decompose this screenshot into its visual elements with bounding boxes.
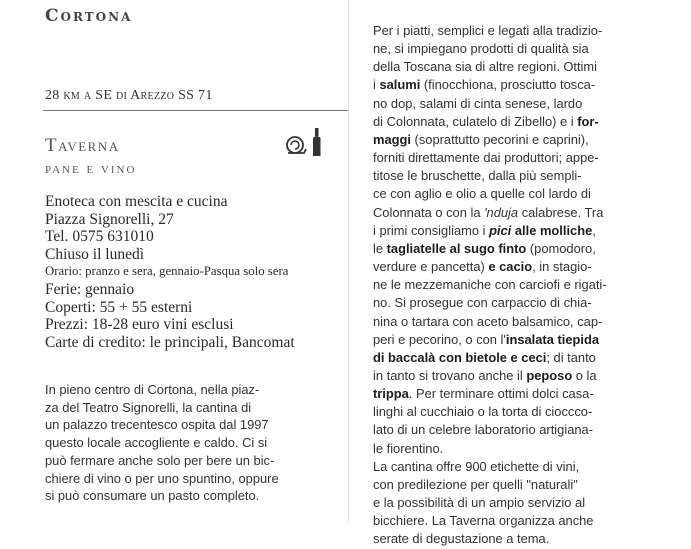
body-line: di Colonnata, culatelo di Zibello) e i for- [373,113,599,129]
body-line: ne le mezzemaniche con carciofi e rigati- [373,277,607,293]
info-hours: Orario: pranzo e sera, gennaio-Pasqua solo sera [45,264,289,279]
body-line: lato di un celebre laboratorio artigiana- [373,422,593,438]
body-line: no dop, salami di cinta senese, lardo [373,95,583,111]
body-line: le fiorentino. [373,440,444,456]
highlight-insalata: insalata tiepida [505,331,600,347]
body-line: della Toscana sia di altre regioni. Ottimi [373,59,598,75]
highlight-salumi: salumi [379,77,421,93]
body-line: ce con aglio e olio a quelle col lardo di [373,186,591,202]
body-line: Per i piatti, semplici e legati alla tradizio- [373,23,603,38]
intro-line: chiere di vino o per uno spuntino, oppure [45,470,279,486]
body-line: bicchiere. La Taverna organizza anche [373,513,594,529]
info-address: Piazza Signorelli, 27 [45,210,174,228]
intro-line: questo locale accogliente e caldo. Ci si [45,435,268,451]
review-text [373,22,683,549]
body-line: con predilezione per quelli "naturali" [373,476,578,492]
body-line: titose le bruschette, dalla più sempli- [373,168,582,184]
info-prices: Prezzi: 18-28 euro vini esclusi [45,316,234,334]
info-cards: Carte di credito: le principali, Bancomat [45,333,295,351]
body-line: e la possibilità di un ampio servizio al [373,495,586,511]
body-line: trippa. Per terminare ottimi dolci casa- [373,386,594,402]
wine-bottle-icon [313,128,321,156]
highlight-peposo: peposo [526,367,573,383]
highlight-pici: pici [489,222,512,238]
info-seats: Coperti: 55 + 55 esterni [45,298,193,316]
info-closed: Chiuso il lunedì [45,245,145,263]
body-line: linghi al cucchiaio o la torta di cioccco- [373,404,593,420]
body-line: ne, si impiegano prodotti di qualità sia [373,41,589,57]
body-line: di baccalà con bietole e ceci; di tanto [373,349,596,365]
info-holidays: Ferie: gennaio [45,280,135,298]
highlight-alle-molliche: alle molliche [511,222,593,238]
guide-symbols [285,126,325,158]
intro-line: può fermare anche solo per bere un bic- [45,452,275,468]
body-line: nina o tartara con aceto balsamico, cap- [373,313,603,329]
highlight-baccala: di baccalà con bietole e ceci [373,349,547,365]
left-column [43,0,348,523]
body-line: le tagliatelle al sugo finto (pomodoro, [373,240,596,256]
highlight-cacio: e cacio [488,259,533,275]
body-line: Colonnata o con la 'nduja calabrese. Tra [373,204,604,220]
intro-line: za del Teatro Signorelli, la cantina di [45,399,252,415]
body-line: i salumi (finocchiona, prosciutto tosca- [373,77,596,93]
restaurant-info [45,193,350,351]
intro-line: un palazzo trecentesco ospita dal 1997 [45,417,269,433]
restaurant-name: Taverna [45,135,120,156]
highlight-tagliatelle: tagliatelle al sugo finto [386,240,527,256]
body-line: in tanto si trovano anche il peposo o la [373,367,597,383]
body-line: verdure e pancetta) e cacio, in stagio- [373,259,592,275]
snail-icon [287,137,306,153]
heading-rule [43,110,348,111]
italic-nduja: 'nduja [484,204,519,220]
distance-line: 28 km a SE di Arezzo SS 71 [45,88,213,103]
body-line: maggi (soprattutto pecorini e caprini), [373,131,589,147]
body-line: i primi consigliamo i pici alle molliche, [373,222,596,238]
highlight-formaggi: for- [577,113,599,129]
intro-paragraph [45,381,345,505]
city-heading: Cortona [45,6,133,26]
highlight-formaggi-cont: maggi [373,131,411,147]
intro-line: si può consumare un pasto completo. [45,488,260,504]
body-line: no. Si prosegue con carpaccio di chia- [373,295,592,311]
info-type: Enoteca con mescita e cucina [45,193,228,210]
body-line: serate di degustazione a tema. [373,531,550,547]
body-line: peri e pecorino, o con l'insalata tiepida [373,331,600,347]
body-line: forniti direttamente dai produttori; appe- [373,150,599,166]
intro-line: In pieno centro di Cortona, nella piaz- [45,382,260,397]
info-phone: Tel. 0575 631010 [45,228,154,246]
restaurant-subtitle: pane e vino [45,161,137,177]
highlight-trippa: trippa [373,386,409,402]
body-line: La cantina offre 900 etichette di vini, [373,458,580,474]
